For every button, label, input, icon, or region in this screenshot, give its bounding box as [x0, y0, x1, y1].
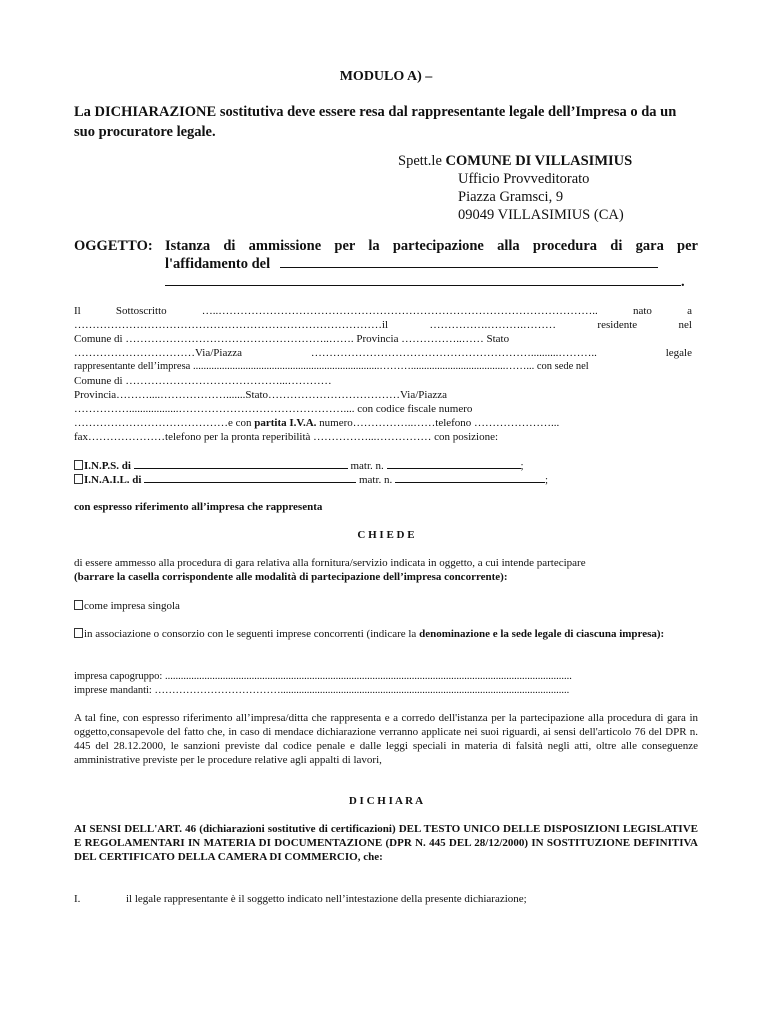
riferimento-text: con espresso riferimento all’impresa che rappresenta	[74, 501, 323, 513]
inps-matr: matr. n.	[350, 460, 384, 472]
form-line-8[interactable]: ……………..................……………………………………….... con codice fiscale numero	[74, 403, 473, 415]
ammesso-instruction: (barrare la casella corrispondente alle modalità di partecipazione dell’impresa concorrente):	[74, 571, 508, 583]
option-associazione	[74, 627, 698, 641]
form-title: MODULO A) –	[339, 69, 433, 84]
recipient-city: 09049 VILLASIMIUS (CA)	[458, 207, 624, 223]
inps-blank[interactable]	[134, 458, 348, 469]
form-line-4[interactable]: ……………………………Via/Piazza ……………………………………………………..........……….. legale	[74, 347, 692, 359]
singola-checkbox[interactable]	[74, 600, 83, 610]
inps-end: ;	[520, 460, 524, 472]
inail-matr: matr. n.	[358, 474, 393, 486]
inail-matr-blank[interactable]	[395, 472, 545, 483]
ammesso-block	[74, 556, 698, 584]
oggetto-label: OGGETTO:	[74, 238, 153, 254]
fine-paragraph: A tal fine, con espresso riferimento all’impresa/ditta che rappresenta e a corredo dell'istanza per la partecipazione alla procedura di gara in oggetto,consapevole del fatto che, in caso di mendace dichiarazione verranno applicate nei suoi riguardi, ai sensi dell'articolo 76 del DPR n. 445 del 28.12.2000, le sanzioni previste dal codice penale e dalle leggi speciali in materia di falsità negli atti, oltre alle conseguenze amministrative previste per le procedure relative agli appalti di lavori,	[74, 712, 698, 766]
oggetto-text: Istanza di ammissione per la partecipazione alla procedura di gara per	[165, 238, 698, 254]
form-line-3[interactable]: Comune di ………………………………………………..……. Provincia ……………..…… Stato	[74, 333, 510, 345]
form-line-5[interactable]: rappresentante dell’impresa .......................................................................………....................................……... con sede nel	[74, 361, 589, 372]
form-fields	[74, 304, 692, 444]
oggetto-line-2	[74, 255, 698, 273]
oggetto-line-3	[74, 273, 698, 291]
capogruppo-line[interactable]: impresa capogruppo: ...........................................................................................................................................................	[74, 671, 572, 682]
oggetto-affidamento: l'affidamento del	[165, 256, 271, 272]
oggetto-end: .	[681, 274, 685, 290]
form-line-6[interactable]: Comune di ……………………………………...…………	[74, 375, 332, 387]
form-line-9[interactable]: ……………………………………e con partita I.V.A. numero……………..……telefono …………………...	[74, 417, 560, 429]
ai-sensi-paragraph: AI SENSI DELL'ART. 46 (dichiarazioni sostitutive di certificazioni) DEL TESTO UNICO DELLE DISPOSIZIONI LEGISLATIVE E REGOLAMENTARI IN MATERIA DI DOCUMENTAZIONE (DPR N. 445 DEL 28/12/2000) IN SOSTITUZIONE DEFINITIVA DEL CERTIFICATO DELLA CAMERA DI COMMERCIO, che:	[74, 823, 698, 863]
oggetto-blank-2[interactable]	[165, 273, 681, 286]
recipient-address: Piazza Gramsci, 9	[458, 189, 564, 205]
inail-blank[interactable]	[144, 472, 356, 483]
mandanti-line[interactable]: imprese mandanti: ………………………………..............................................................................................................	[74, 685, 570, 696]
option-singola	[74, 599, 698, 613]
dichiara-heading: D I C H I A R A	[348, 795, 424, 807]
form-line-2[interactable]: …………………………………………………………………………il …………….……….……… residente nel	[74, 319, 692, 331]
associazione-instruction: denominazione e la sede legale di ciascuna impresa):	[419, 628, 665, 640]
form-line-10[interactable]: fax…………………telefono per la pronta reperibilità ……………...…………… con posizione:	[74, 431, 499, 443]
ammesso-text: di essere ammesso alla procedura di gara relativa alla fornitura/servizio indicata in oggetto, a cui intende partecipare	[74, 557, 586, 569]
inail-end: ;	[545, 474, 549, 486]
item-1-text: il legale rappresentante è il soggetto indicato nell’intestazione della presente dichiarazione;	[126, 893, 527, 905]
inps-checkbox[interactable]	[74, 460, 83, 470]
recipient-name: COMUNE DI VILLASIMIUS	[445, 153, 633, 169]
chiede-heading: C H I E D E	[357, 529, 415, 541]
singola-label: come impresa singola	[84, 600, 180, 612]
recipient-prefix: Spett.le	[398, 153, 446, 169]
recipient-block	[398, 152, 698, 224]
recipient-office: Ufficio Provveditorato	[458, 171, 590, 187]
item-1-number: I.	[74, 893, 81, 905]
form-line-1[interactable]: Il Sottoscritto …..………………………………………………………………………………………….. nato a	[74, 305, 692, 317]
item-1	[74, 892, 698, 906]
recipient-line-1	[398, 152, 698, 170]
imprese-block	[74, 670, 674, 698]
oggetto-blank-1[interactable]	[280, 255, 658, 268]
oggetto-line-1	[74, 237, 698, 255]
inail-checkbox[interactable]	[74, 474, 83, 484]
inail-line	[74, 472, 698, 487]
inps-matr-blank[interactable]	[387, 458, 521, 469]
intro-text: La DICHIARAZIONE sostitutiva deve essere resa dal rappresentante legale dell’Impresa o da un suo procuratore legale.	[74, 104, 677, 140]
oggetto-block	[74, 237, 698, 291]
associazione-label: in associazione o consorzio con le seguenti imprese concorrenti (indicare la	[84, 628, 420, 640]
inps-label: I.N.P.S. di	[84, 460, 131, 472]
associazione-checkbox[interactable]	[74, 628, 83, 638]
form-line-7[interactable]: Provincia………....……………….......Stato………………………………Via/Piazza	[74, 389, 448, 401]
inps-line	[74, 458, 698, 473]
inail-label: I.N.A.I.L. di	[84, 474, 142, 486]
